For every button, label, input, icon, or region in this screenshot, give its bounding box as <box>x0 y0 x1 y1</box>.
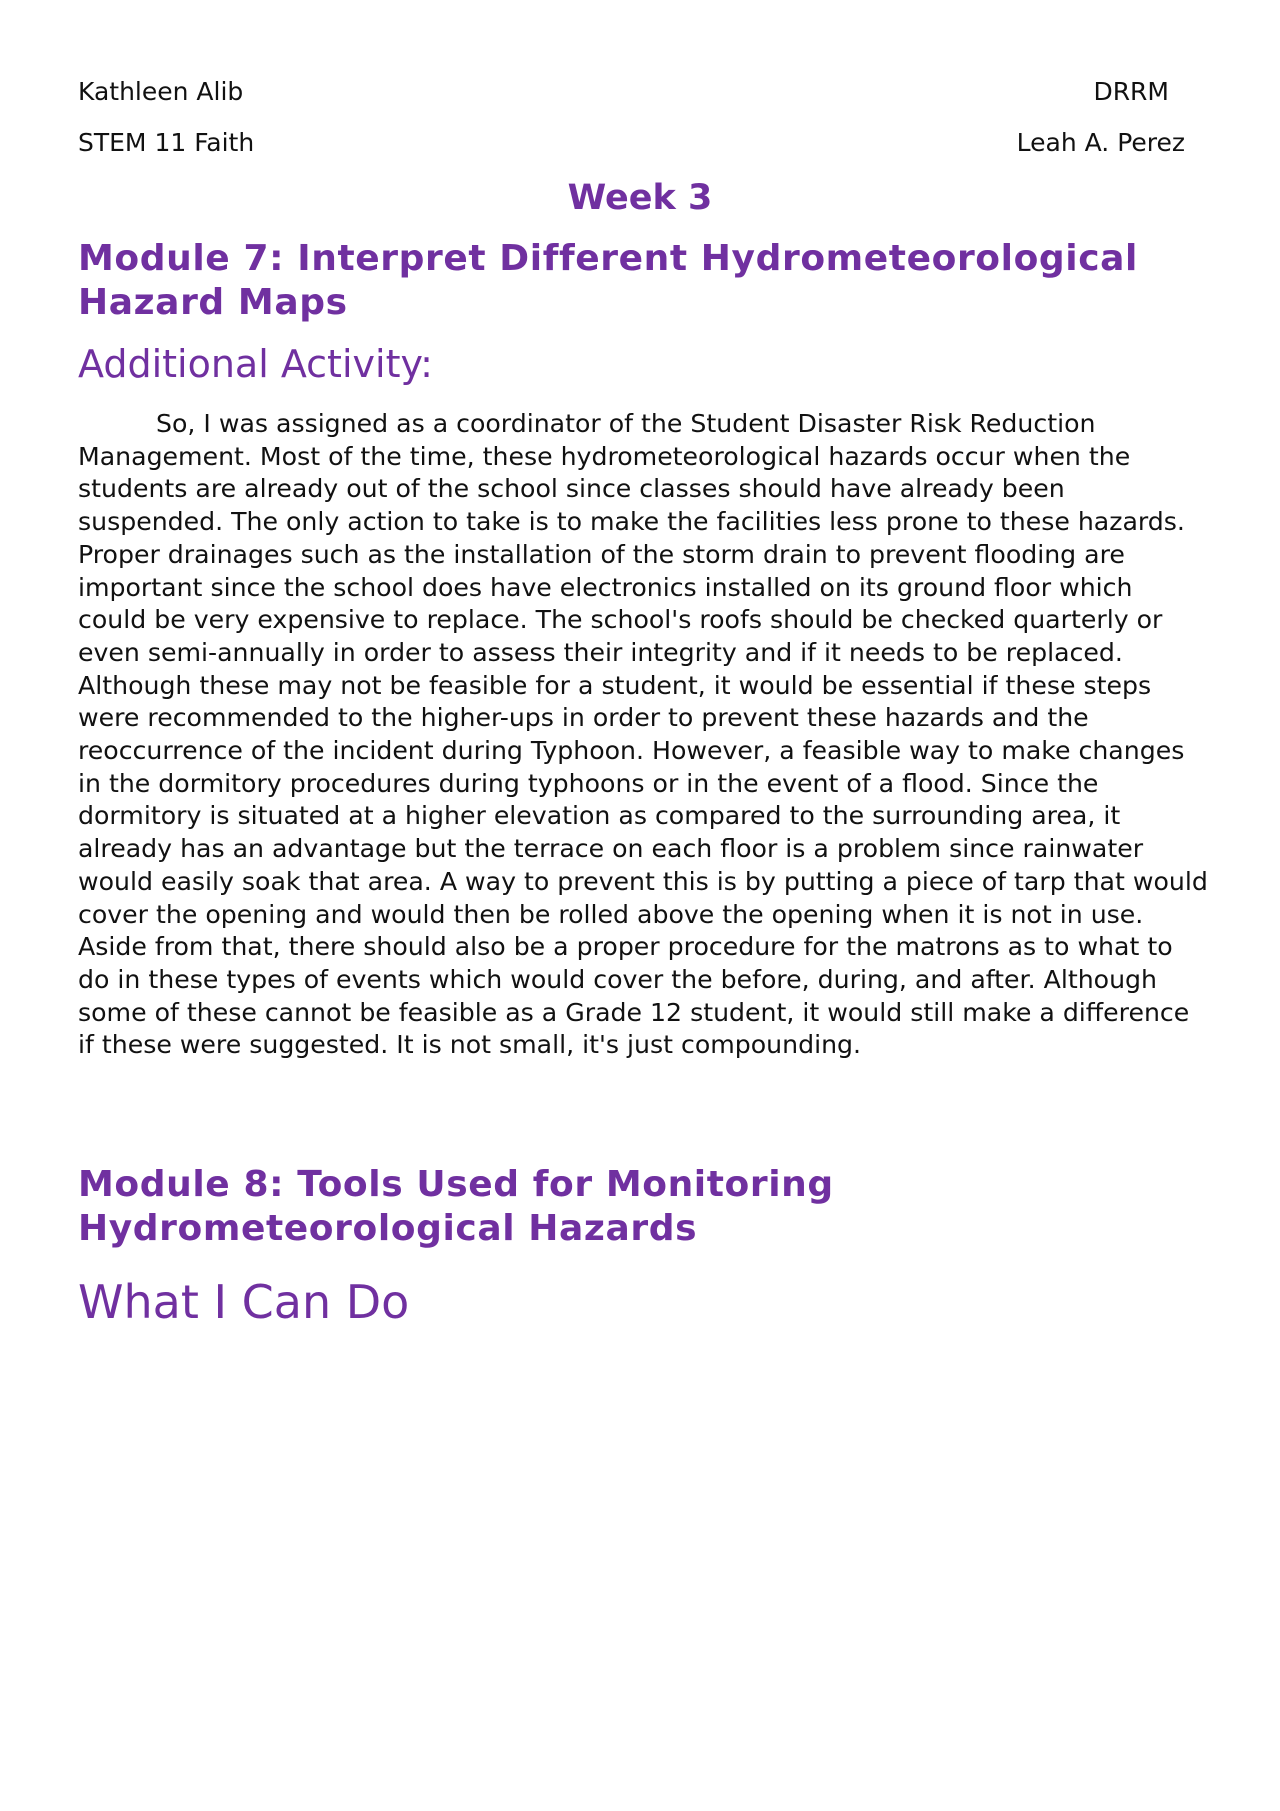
week-title: Week 3 <box>567 178 713 218</box>
module-7-title: Module 7: Interpret Different Hydrometeorological Hazard Maps <box>78 238 1138 323</box>
student-section: STEM 11 Faith <box>78 128 255 157</box>
student-name: Kathleen Alib <box>78 77 244 106</box>
module-8-title: Module 8: Tools Used for Monitoring Hydrometeorological Hazards <box>78 1164 834 1249</box>
teacher-name: Leah A. Perez <box>1016 128 1185 157</box>
module-7-subheading: Additional Activity: <box>78 342 433 386</box>
activity-paragraph: So, I was assigned as a coordinator of the Student Disaster Risk Reduction Management. Most of the time, these hydrometeorological hazards occur when the students are already out of the school since classes should have already been suspended. The only action to take is to make the facilities less prone to these hazards. Proper drainages such as the installation of the storm drain to prevent flooding are important since the school does have electronics installed on its ground floor which could be very expensive to replace. The school's roofs should be checked quarterly or even semi-annually in order to assess their integrity and if it needs to be replaced. Although these may not be feasible for a student, it would be essential if these steps were recommended to the higher-ups in order to prevent these hazards and the reoccurrence of the incident during Typhoon. However, a feasible way to make changes in the dormitory procedures during typhoons or in the event of a flood. Since the dormitory is situated at a higher elevation as compared to the surrounding area, it already has an advantage but the terrace on each floor is a problem since rainwater would easily soak that area. A way to prevent this is by putting a piece of tarp that would cover the opening and would then be rolled above the opening when it is not in use. Aside from that, there should also be a proper procedure for the matrons as to what to do in these types of events which would cover the before, during, and after. Although some of these cannot be feasible as a Grade 12 student, it would still make a difference if these were suggested. It is not small, it's just compounding. <box>78 409 1208 1060</box>
module-8-subheading: What I Can Do <box>78 1275 410 1329</box>
subject-label: DRRM <box>1093 77 1169 106</box>
